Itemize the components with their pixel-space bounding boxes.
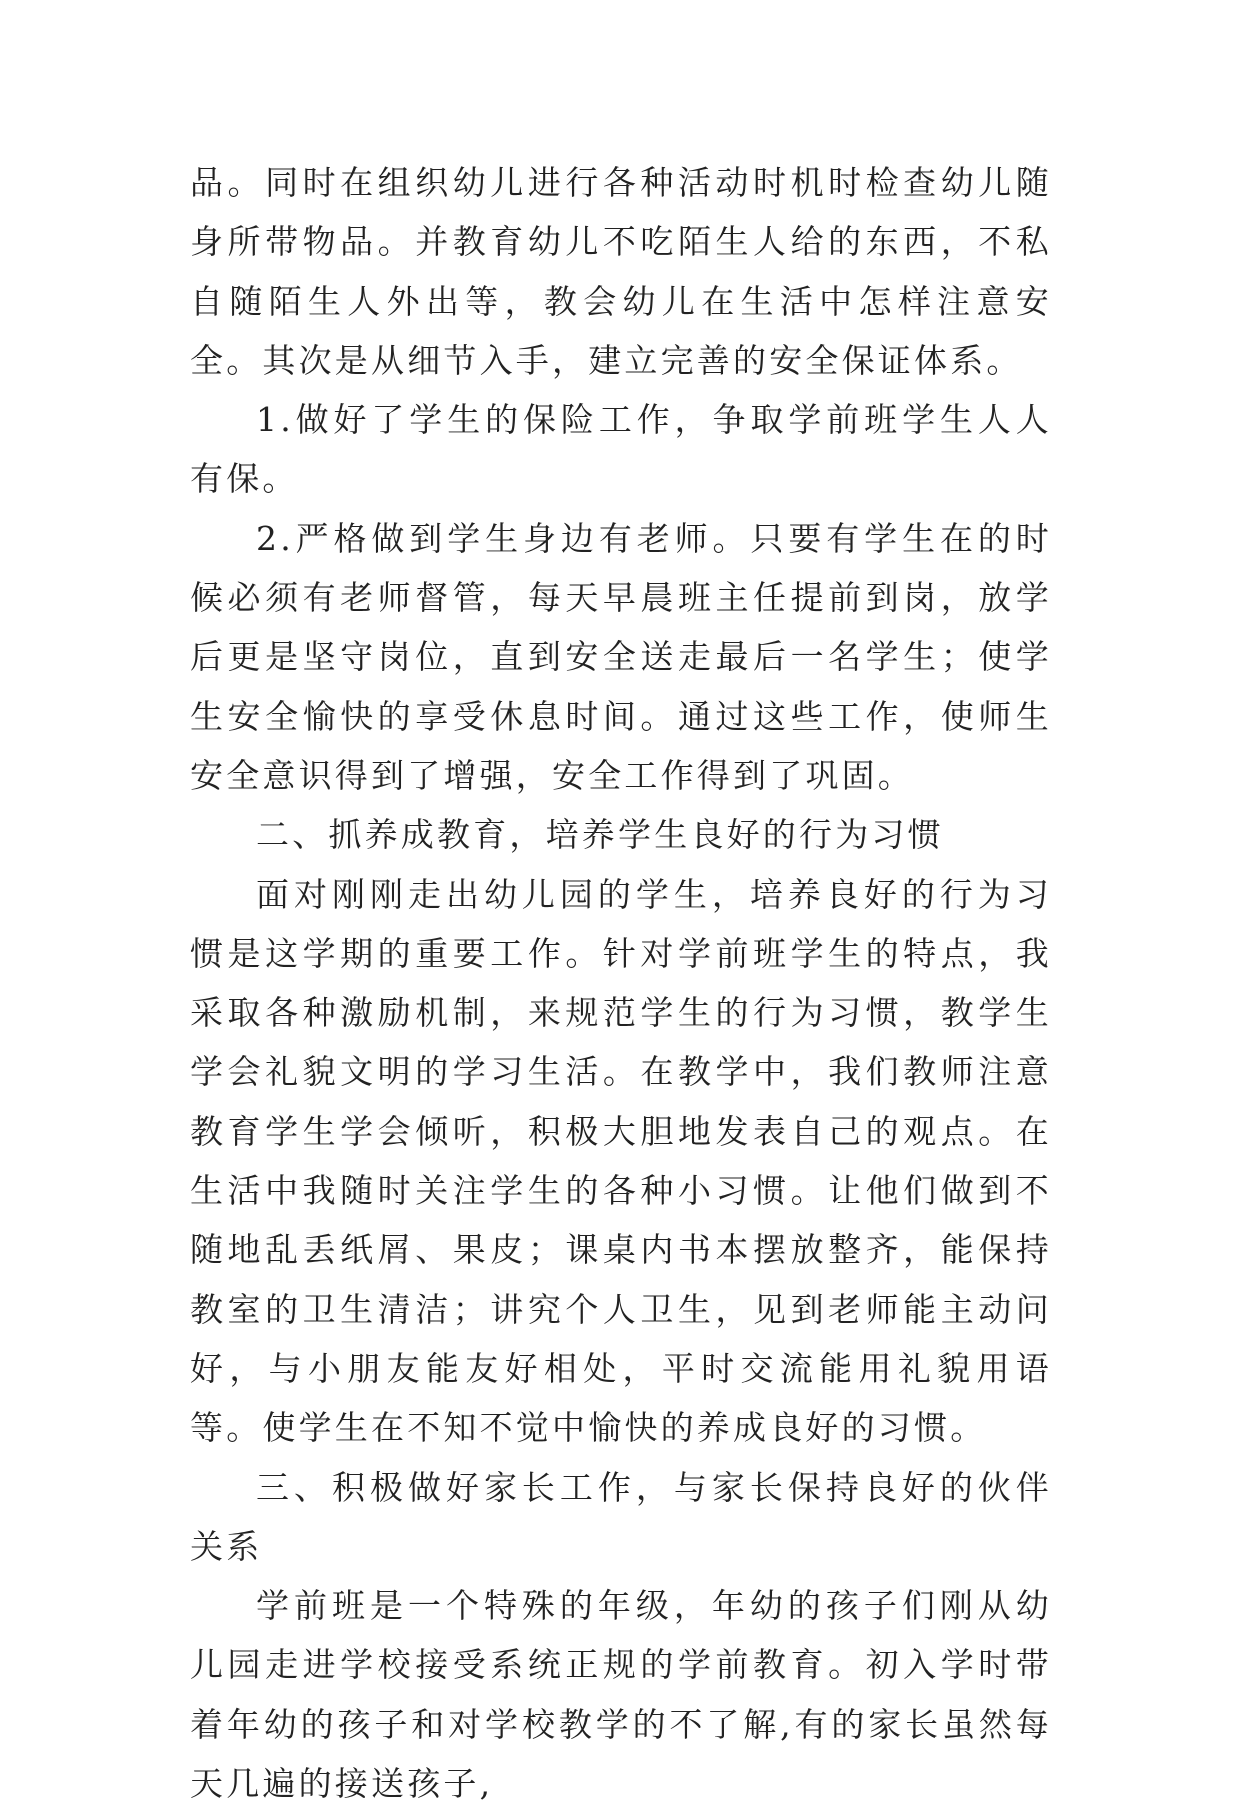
section-heading-parents: 三、积极做好家长工作，与家长保持良好的伙伴关系	[190, 1467, 1052, 1566]
paragraph-habits: 面对刚刚走出幼儿园的学生，培养良好的行为习惯是这学期的重要工作。针对学前班学生的特点，我采取各种激励机制，来规范学生的行为习惯，教学生学会礼貌文明的学习生活。在教学中，我们教师注意教育学生学会倾听，积极大胆地发表自己的观点。在生活中我随时关注学生的各种小习惯。让他们做到不随地乱丢纸屑、果皮；课桌内书本摆放整齐，能保持教室的卫生清洁；讲究个人卫生，见到老师能主动问好，与小朋友能友好相处，平时交流能用礼貌用语等。使学生在不知不觉中愉快的养成良好的习惯。	[190, 874, 1052, 1448]
document-body	[190, 153, 1052, 1813]
paragraph-parents: 学前班是一个特殊的年级，年幼的孩子们刚从幼儿园走进学校接受系统正规的学前教育。初入学时带着年幼的孩子和对学校教学的不了解,有的家长虽然每天几遍的接送孩子,	[190, 1586, 1052, 1804]
section-heading-habits: 二、抓养成教育，培养学生良好的行为习惯	[256, 815, 944, 855]
paragraph-insurance: 1.做好了学生的保险工作，争取学前班学生人人有保。	[190, 400, 1052, 499]
paragraph-teacher-supervision: 2.严格做到学生身边有老师。只要有学生在的时候必须有老师督管，每天早晨班主任提前到岗，放学后更是坚守岗位，直到安全送走最后一名学生；使学生安全愉快的享受休息时间。通过这些工作，使师生安全意识得到了增强，安全工作得到了巩固。	[190, 518, 1052, 795]
paragraph-safety-continued: 品。同时在组织幼儿进行各种活动时机时检查幼儿随身所带物品。并教育幼儿不吃陌生人给的东西，不私自随陌生人外出等，教会幼儿在生活中怎样注意安全。其次是从细节入手，建立完善的安全保证体系。	[190, 163, 1052, 380]
